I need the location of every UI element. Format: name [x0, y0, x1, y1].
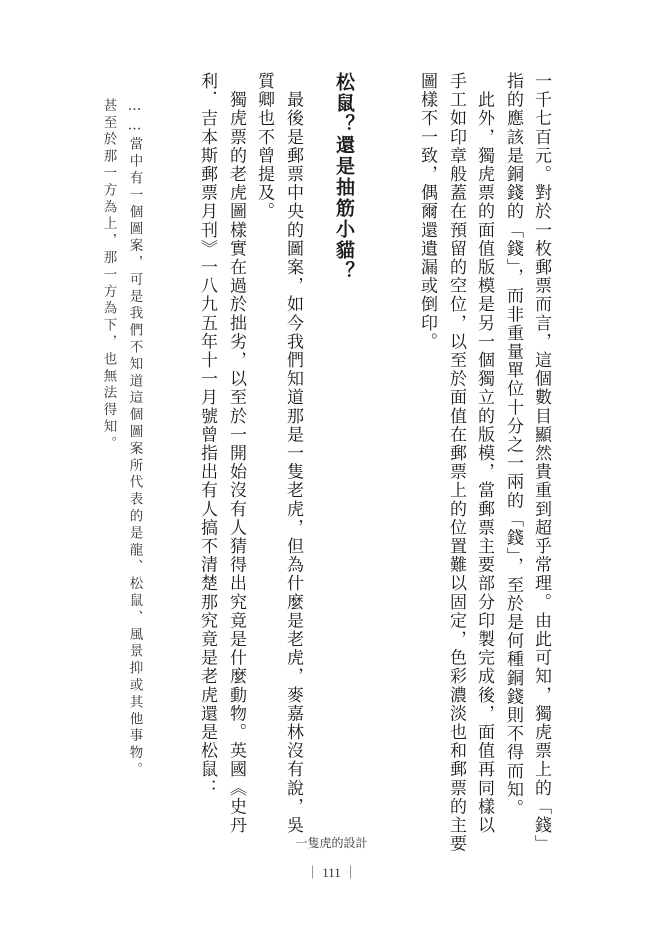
text-column-2: 指的應該是銅錢的「錢」，而非重量單位十分之一兩的「錢」，至於是何種銅錢則不得而知。 [503, 72, 523, 818]
text-column-1: 一千七百元。對於一枚郵票而言，這個數目顯然貴重到超乎常理。由此可知，獨虎票上的「錢」 [531, 72, 551, 854]
text-column-6: 最後是郵票中央的圖案，如今我們知道那是一隻老虎，但為什麼是老虎，麥嘉林沒有說，吳 [283, 72, 303, 835]
quote-column-1: ……當中有一個圖案，可是我們不知道這個圖案所代表的是龍、松鼠、風景抑或其他事物。 [126, 98, 143, 779]
page-number: ｜ 111 ｜ [305, 865, 358, 880]
running-title: 一隻虎的設計 [295, 836, 368, 850]
text-column-7: 質卿也不曾提及。 [254, 72, 274, 221]
section-heading: 松鼠？還是抽筋小貓？ [333, 72, 355, 282]
text-column-9: 利．吉本斯郵票月刊》一八九五年十一月號曾指出有人搞不清楚那究竟是老虎還是松鼠： [197, 72, 217, 798]
quote-column-2: 甚至於那一方為上，那一方為下，也無法得知。 [100, 98, 117, 453]
text-column-3: 此外，獨虎票的面值版模是另一個獨立的版模，當郵票主要部分印製完成後，面值再同樣以 [474, 72, 494, 835]
text-column-5: 圖樣不一致，偶爾還遺漏或倒印。 [417, 72, 437, 351]
text-column-4: 手工如印章般蓋在預留的空位，以至於面值在郵票上的位置難以固定，色彩濃淡也和郵票的主要 [446, 72, 466, 854]
text-column-8: 獨虎票的老虎圖樣實在過於拙劣，以至於一開始沒有人猜得出究竟是什麼動物。英國《史丹 [226, 72, 246, 835]
